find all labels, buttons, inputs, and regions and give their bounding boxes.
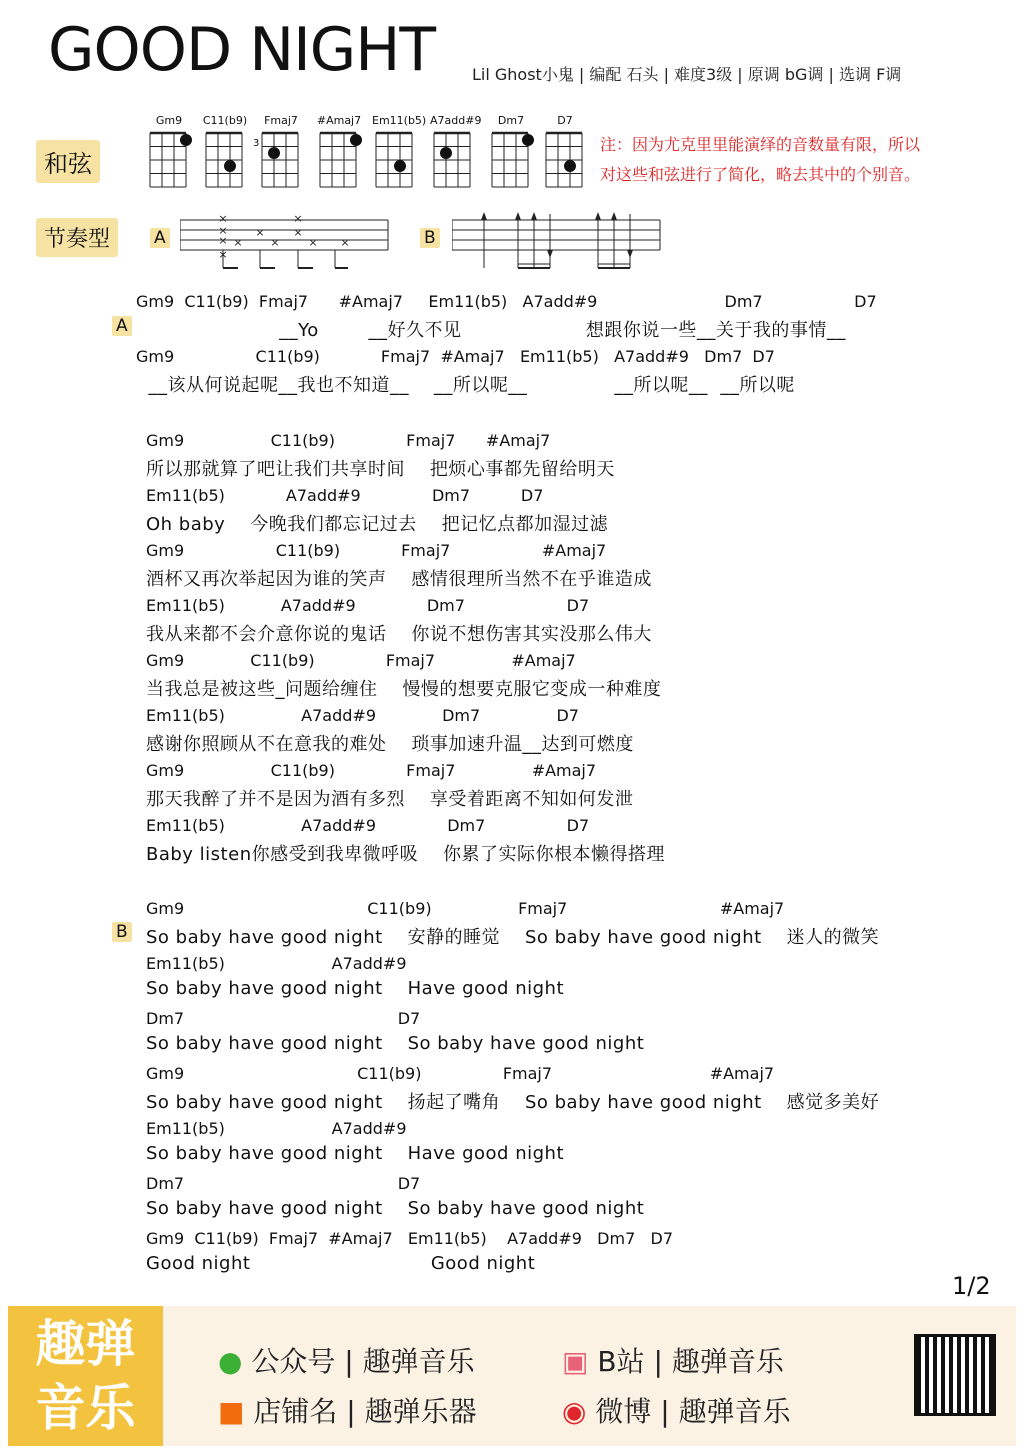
- chord-name: #Amaj7: [316, 114, 362, 127]
- fretboard-grid: [542, 127, 588, 189]
- lyric-line: So baby have good night 扬起了嘴角 So baby have good night 感觉多美好: [146, 1092, 880, 1113]
- chord-line: Em11(b5) A7add#9 Dm7 D7: [146, 596, 590, 615]
- weibo-name: 趣弹音乐: [678, 1395, 791, 1428]
- chord-line: Gm9 C11(b9) Fmaj7 #Amaj7: [146, 541, 607, 560]
- qr-code: [914, 1334, 996, 1416]
- chord-line: Gm9 C11(b9) Fmaj7 #Amaj7: [146, 899, 785, 918]
- chord-diagram: [316, 114, 362, 193]
- rhythm-pattern-a: [180, 210, 390, 272]
- lyric-line: __该从何说起呢__我也不知道__ __所以呢__ __所以呢__ __所以呢: [136, 375, 795, 396]
- logo-line: 趣弹: [35, 1315, 136, 1373]
- svg-text:×: ×: [218, 224, 228, 237]
- lyric-line: So baby have good night So baby have good night: [146, 1033, 645, 1054]
- chord-line: Dm7 D7: [146, 1009, 421, 1028]
- fret-marker: 3: [253, 138, 260, 149]
- chord-name: A7add#9: [430, 114, 482, 127]
- wechat-label: 公众号: [251, 1345, 336, 1378]
- shop-label: 店铺名: [253, 1395, 338, 1428]
- weibo-row: [562, 1390, 791, 1430]
- song-title: GOOD NIGHT: [48, 15, 436, 85]
- chord-diagram: [430, 114, 481, 193]
- fretboard-grid: [202, 127, 248, 189]
- logo-line: 音乐: [35, 1379, 136, 1437]
- chord-name: Gm9: [155, 114, 183, 127]
- svg-text:×: ×: [255, 226, 265, 239]
- pattern-a-label: A: [150, 228, 170, 248]
- lyric-line: So baby have good night Have good night: [146, 1143, 565, 1164]
- fretboard-grid: [146, 127, 192, 189]
- rhythm-label: 节奏型: [36, 218, 118, 257]
- svg-text:×: ×: [293, 226, 303, 239]
- song-meta: Lil Ghost小鬼 | 编配 石头 | 难度3级 | 原调 bG调 | 选调 F调: [472, 65, 902, 84]
- svg-text:×: ×: [270, 236, 280, 249]
- lyric-line: Baby listen你感受到我卑微呼吸 你累了实际你根本懒得搭理: [146, 844, 665, 865]
- note-text: [600, 130, 920, 190]
- svg-text:×: ×: [293, 212, 303, 225]
- fretboard-grid: [430, 127, 476, 189]
- shop-row: [218, 1390, 477, 1430]
- lyric-line: 所以那就算了吧让我们共享时间 把烦心事都先留给明天: [146, 459, 615, 480]
- chord-line: Em11(b5) A7add#9: [146, 954, 407, 973]
- bilibili-icon: ▣: [562, 1345, 589, 1378]
- fretboard-grid: [316, 127, 362, 189]
- lyric-line: So baby have good night 安静的睡觉 So baby have good night 迷人的微笑: [146, 927, 880, 948]
- lyric-line: __Yo __好久不见 想跟你说一些__关于我的事情__: [136, 320, 846, 341]
- chord-line: Gm9 C11(b9) Fmaj7 #Amaj7: [146, 761, 597, 780]
- bilibili-label: B站: [597, 1345, 645, 1378]
- chord-diagram: [542, 114, 588, 193]
- shop-name: 趣弹乐器: [364, 1395, 477, 1428]
- separator: |: [344, 1345, 354, 1378]
- wechat-icon: ●: [218, 1345, 243, 1378]
- rhythm-pattern-b: [452, 210, 662, 272]
- chord-diagram: [488, 114, 534, 193]
- lyric-line: Good night Good night: [146, 1253, 536, 1274]
- page-number: 1/2: [952, 1272, 991, 1300]
- separator: |: [346, 1395, 356, 1428]
- chord-line: Em11(b5) A7add#9 Dm7 D7: [146, 706, 579, 725]
- lyric-line: So baby have good night Have good night: [146, 978, 565, 999]
- chord-line: Gm9 C11(b9) Fmaj7 #Amaj7 Em11(b5) A7add#9 Dm7 D7: [136, 292, 877, 311]
- wechat-name: 趣弹音乐: [362, 1345, 475, 1378]
- chords-label: 和弦: [36, 140, 100, 183]
- bilibili-row: [562, 1340, 784, 1380]
- fretboard-grid: [372, 127, 418, 189]
- lyric-line: 当我总是被这些_问题给缠住 慢慢的想要克服它变成一种难度: [146, 679, 662, 700]
- chord-diagram: [258, 114, 304, 193]
- weibo-label: 微博: [595, 1395, 652, 1428]
- wechat-row: [218, 1340, 475, 1380]
- chord-diagram: [372, 114, 426, 193]
- chord-line: Em11(b5) A7add#9 Dm7 D7: [146, 486, 544, 505]
- chord-name: D7: [557, 114, 573, 127]
- chord-line: Gm9 C11(b9) Fmaj7 #Amaj7: [146, 1064, 775, 1083]
- chord-line: Dm7 D7: [146, 1174, 421, 1193]
- svg-text:×: ×: [308, 236, 318, 249]
- chord-line: Gm9 C11(b9) Fmaj7 #Amaj7 Em11(b5) A7add#9 Dm7 D7: [146, 1229, 674, 1248]
- note-line: 注：因为尤克里里能演绎的音数量有限，所以: [600, 135, 921, 154]
- chord-line: Em11(b5) A7add#9: [146, 1119, 407, 1138]
- lyric-line: Oh baby 今晚我们都忘记过去 把记忆点都加湿过滤: [146, 514, 609, 535]
- chord-diagram: [146, 114, 192, 193]
- lyric-line: 我从来都不会介意你说的鬼话 你说不想伤害其实没那么伟大: [146, 624, 652, 645]
- chord-line: Gm9 C11(b9) Fmaj7 #Amaj7: [146, 431, 551, 450]
- chord-name: Fmaj7: [264, 114, 298, 127]
- section-b-marker: B: [112, 922, 132, 942]
- separator: |: [653, 1345, 663, 1378]
- lyric-line: 酒杯又再次举起因为谁的笑声 感情很理所当然不在乎谁造成: [146, 569, 652, 590]
- chord-name: C11(b9): [202, 114, 248, 127]
- svg-text:×: ×: [218, 234, 228, 247]
- lyric-line: So baby have good night So baby have good night: [146, 1198, 645, 1219]
- chord-name: Em11(b5): [372, 114, 427, 127]
- brand-logo: [8, 1306, 163, 1446]
- chord-name: Dm7: [497, 114, 525, 127]
- weibo-icon: ◉: [562, 1395, 587, 1428]
- taobao-icon: ■: [218, 1395, 245, 1428]
- fretboard-grid: [488, 127, 534, 189]
- chord-line: Gm9 C11(b9) Fmaj7 #Amaj7: [146, 651, 576, 670]
- section-a-marker: A: [112, 316, 132, 336]
- chord-line: Em11(b5) A7add#9 Dm7 D7: [146, 816, 590, 835]
- note-line: 对这些和弦进行了简化，略去其中的个别音。: [600, 165, 921, 184]
- lyric-line: 感谢你照顾从不在意我的难处 琐事加速升温__达到可燃度: [146, 734, 634, 755]
- svg-text:×: ×: [218, 248, 228, 261]
- fretboard-grid: [258, 127, 304, 189]
- svg-text:×: ×: [340, 236, 350, 249]
- chord-diagram: [202, 114, 248, 193]
- lyric-line: 那天我醉了并不是因为酒有多烈 享受着距离不知如何发泄: [146, 789, 634, 810]
- svg-text:×: ×: [218, 212, 228, 225]
- separator: |: [660, 1395, 670, 1428]
- chord-line: Gm9 C11(b9) Fmaj7 #Amaj7 Em11(b5) A7add#9 Dm7 D7: [136, 347, 775, 366]
- svg-text:×: ×: [233, 236, 243, 249]
- pattern-b-label: B: [420, 228, 440, 248]
- chord-diagrams: [146, 114, 596, 194]
- bilibili-name: 趣弹音乐: [671, 1345, 784, 1378]
